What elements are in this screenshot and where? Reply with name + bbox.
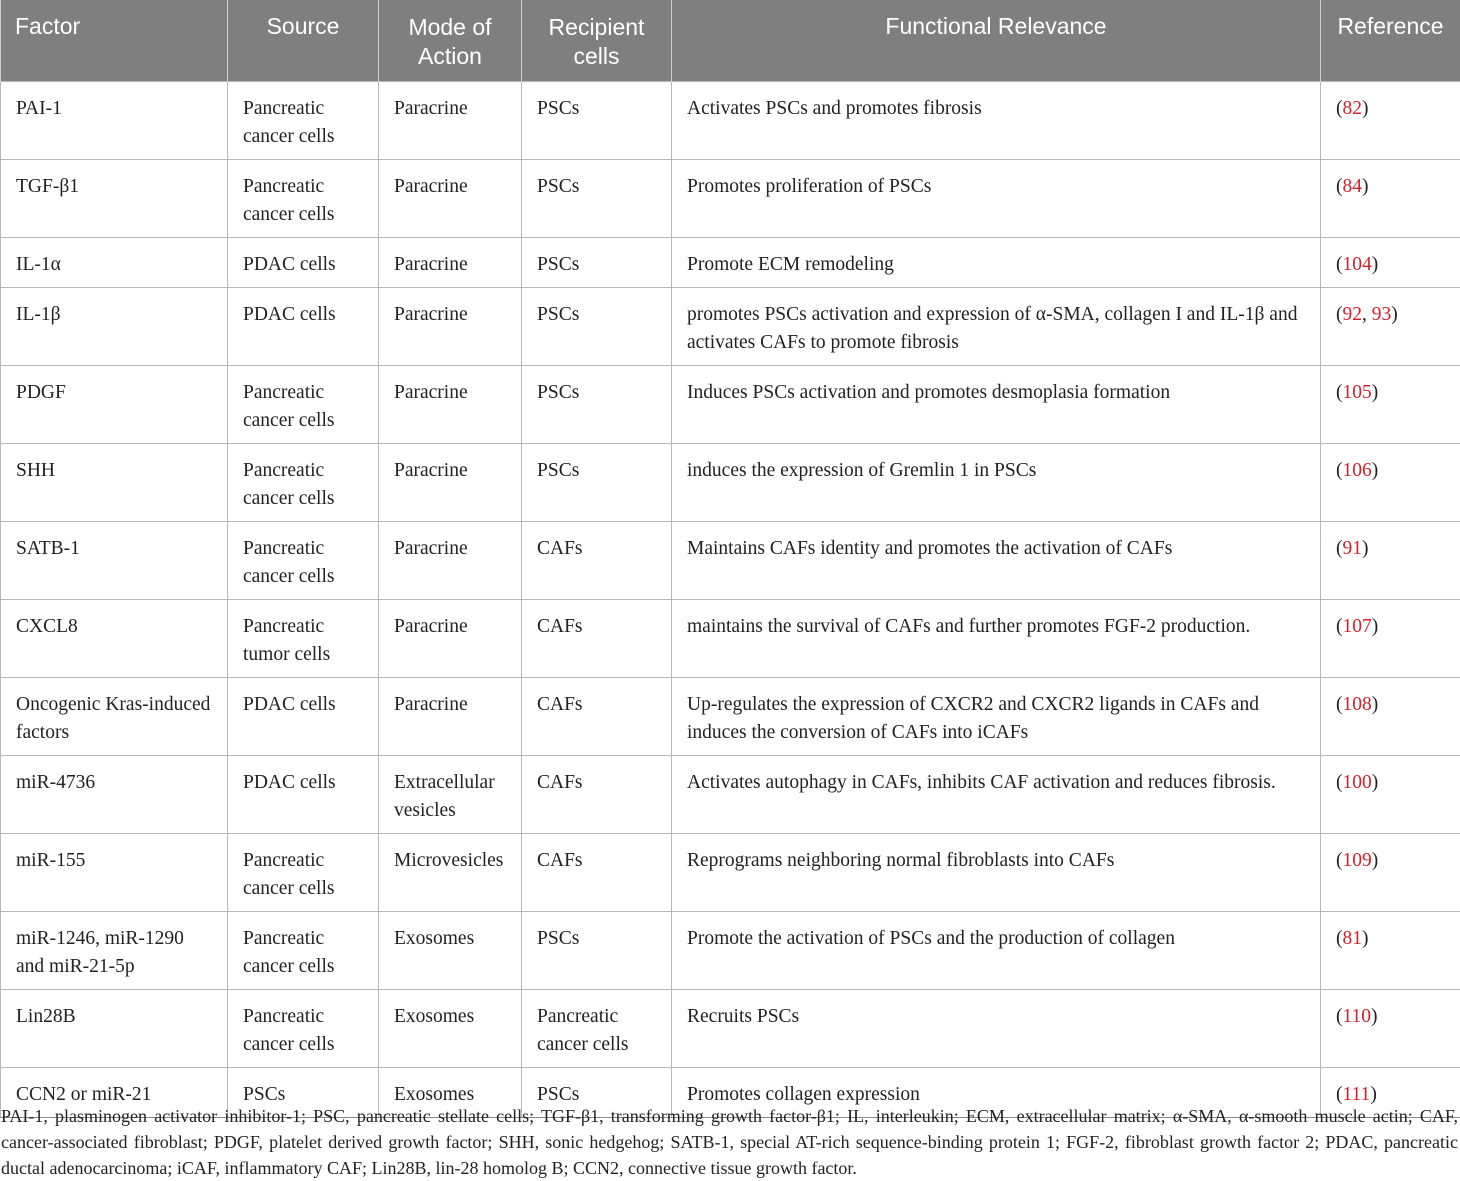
reference-close-paren: ) [1362, 537, 1369, 559]
header-mode-of-action [379, 0, 522, 81]
cell-factor: Lin28B [1, 989, 228, 1067]
reference-open-paren: ( [1336, 381, 1343, 403]
cell-mode-of-action: Exosomes [379, 911, 522, 989]
cell-functional-relevance: Promote ECM remodeling [672, 237, 1321, 287]
table-row [1, 287, 1460, 365]
cell-source: PDAC cells [228, 755, 379, 833]
cell-functional-relevance: maintains the survival of CAFs and further promotes FGF-2 production. [672, 599, 1321, 677]
reference-close-paren: ) [1371, 615, 1379, 637]
cell-recipient-cells: PSCs [522, 1067, 672, 1117]
cell-source: PDAC cells [228, 287, 379, 365]
table-row [1, 989, 1460, 1067]
header-functional-relevance [672, 0, 1321, 81]
cell-reference [1321, 521, 1460, 599]
header-recipient-line1: Recipient [548, 14, 645, 40]
cell-reference [1321, 365, 1460, 443]
table-row [1, 833, 1460, 911]
reference-close-paren: ) [1362, 97, 1369, 119]
table-row [1, 521, 1460, 599]
reference-close-paren: ) [1391, 303, 1398, 325]
cell-source: Pancreatic cancer cells [228, 833, 379, 911]
cell-functional-relevance: Promotes proliferation of PSCs [672, 159, 1321, 237]
reference-link[interactable]: 104 [1342, 253, 1372, 275]
cell-reference [1321, 81, 1460, 159]
cell-recipient-cells: CAFs [522, 599, 672, 677]
cell-mode-of-action: Exosomes [379, 989, 522, 1067]
cell-recipient-cells: Pancreatic cancer cells [522, 989, 672, 1067]
cell-mode-of-action: Paracrine [379, 443, 522, 521]
cell-recipient-cells: PSCs [522, 443, 672, 521]
reference-open-paren: ( [1336, 97, 1343, 119]
reference-open-paren: ( [1336, 303, 1343, 325]
reference-close-paren: ) [1371, 771, 1379, 793]
reference-open-paren: ( [1336, 175, 1343, 197]
reference-link[interactable]: 106 [1342, 459, 1372, 481]
reference-link[interactable]: 105 [1342, 381, 1372, 403]
reference-open-paren: ( [1336, 771, 1343, 793]
reference-close-paren: ) [1362, 927, 1369, 949]
cell-source: Pancreatic cancer cells [228, 989, 379, 1067]
cell-source: Pancreatic cancer cells [228, 159, 379, 237]
reference-open-paren: ( [1336, 537, 1343, 559]
cell-functional-relevance: Up-regulates the expression of CXCR2 and CXCR2 ligands in CAFs and induces the conversion of CAFs into iCAFs [672, 677, 1321, 755]
reference-close-paren: ) [1371, 459, 1379, 481]
cell-reference [1321, 599, 1460, 677]
reference-open-paren: ( [1336, 849, 1343, 871]
cell-source: PSCs [228, 1067, 379, 1117]
header-source [228, 0, 379, 81]
table-row [1, 755, 1460, 833]
cell-reference [1321, 443, 1460, 521]
cell-factor: miR-4736 [1, 755, 228, 833]
cell-factor: SHH [1, 443, 228, 521]
reference-link[interactable]: 109 [1342, 849, 1372, 871]
cell-factor: IL-1α [1, 237, 228, 287]
cell-recipient-cells: CAFs [522, 755, 672, 833]
header-factor-label: Factor [15, 13, 81, 39]
reference-link[interactable]: 84 [1342, 175, 1362, 197]
header-source-label: Source [266, 13, 340, 39]
cell-factor: PDGF [1, 365, 228, 443]
reference-close-paren: ) [1370, 1083, 1377, 1105]
cell-reference [1321, 287, 1460, 365]
cell-mode-of-action: Paracrine [379, 521, 522, 599]
cell-functional-relevance: Maintains CAFs identity and promotes the activation of CAFs [672, 521, 1321, 599]
reference-close-paren: ) [1371, 1005, 1378, 1027]
reference-link[interactable]: 91 [1342, 537, 1362, 559]
reference-close-paren: ) [1371, 693, 1379, 715]
cell-factor: Oncogenic Kras-induced factors [1, 677, 228, 755]
reference-open-paren: ( [1336, 253, 1343, 275]
header-row [1, 0, 1460, 81]
header-recipient-line2: cells [573, 43, 620, 69]
reference-separator: , [1362, 303, 1372, 325]
header-mode-line2: Action [418, 43, 482, 69]
cell-factor: miR-1246, miR-1290 and miR-21-5p [1, 911, 228, 989]
reference-open-paren: ( [1336, 927, 1343, 949]
header-functional-label: Functional Relevance [885, 13, 1107, 39]
cell-source: PDAC cells [228, 677, 379, 755]
cell-functional-relevance: Activates autophagy in CAFs, inhibits CAF activation and reduces fibrosis. [672, 755, 1321, 833]
cell-recipient-cells: PSCs [522, 287, 672, 365]
cell-recipient-cells: PSCs [522, 159, 672, 237]
cell-source: Pancreatic cancer cells [228, 443, 379, 521]
reference-open-paren: ( [1336, 1005, 1343, 1027]
reference-open-paren: ( [1336, 459, 1343, 481]
header-recipient-cells [522, 0, 672, 81]
cell-source: Pancreatic cancer cells [228, 365, 379, 443]
reference-close-paren: ) [1371, 253, 1379, 275]
cell-factor: SATB-1 [1, 521, 228, 599]
cell-mode-of-action: Paracrine [379, 159, 522, 237]
reference-open-paren: ( [1336, 615, 1343, 637]
cell-reference [1321, 911, 1460, 989]
cell-functional-relevance: induces the expression of Gremlin 1 in PSCs [672, 443, 1321, 521]
cell-recipient-cells: CAFs [522, 521, 672, 599]
cell-factor: PAI-1 [1, 81, 228, 159]
table-row [1, 443, 1460, 521]
reference-close-paren: ) [1371, 381, 1379, 403]
cell-functional-relevance: Activates PSCs and promotes fibrosis [672, 81, 1321, 159]
reference-link[interactable]: 82 [1342, 97, 1362, 119]
cell-factor: IL-1β [1, 287, 228, 365]
table-row [1, 677, 1460, 755]
cell-reference [1321, 755, 1460, 833]
table-row [1, 599, 1460, 677]
reference-link[interactable]: 110 [1342, 1005, 1372, 1027]
cell-recipient-cells: PSCs [522, 81, 672, 159]
reference-close-paren: ) [1362, 175, 1369, 197]
reference-link[interactable]: 108 [1342, 693, 1372, 715]
reference-link[interactable]: 100 [1342, 771, 1372, 793]
reference-open-paren: ( [1336, 1083, 1343, 1105]
cell-recipient-cells: CAFs [522, 833, 672, 911]
table-row [1, 159, 1460, 237]
cell-reference [1321, 677, 1460, 755]
reference-open-paren: ( [1336, 693, 1343, 715]
cell-factor: miR-155 [1, 833, 228, 911]
table-row [1, 81, 1460, 159]
cell-functional-relevance: Recruits PSCs [672, 989, 1321, 1067]
cell-mode-of-action: Paracrine [379, 287, 522, 365]
cell-source: Pancreatic cancer cells [228, 81, 379, 159]
cell-factor: CCN2 or miR-21 [1, 1067, 228, 1117]
cell-recipient-cells: PSCs [522, 365, 672, 443]
cell-functional-relevance: Promote the activation of PSCs and the production of collagen [672, 911, 1321, 989]
table-body [1, 81, 1460, 1117]
cell-functional-relevance: promotes PSCs activation and expression of α-SMA, collagen I and IL-1β and activates CAFs to promote fibrosis [672, 287, 1321, 365]
cell-mode-of-action: Microvesicles [379, 833, 522, 911]
table-row [1, 237, 1460, 287]
cell-functional-relevance: Promotes collagen expression [672, 1067, 1321, 1117]
reference-link[interactable]: 93 [1371, 303, 1392, 325]
reference-link[interactable]: 107 [1342, 615, 1372, 637]
cell-recipient-cells: PSCs [522, 911, 672, 989]
cell-mode-of-action: Paracrine [379, 365, 522, 443]
reference-link[interactable]: 111 [1342, 1083, 1371, 1105]
cell-recipient-cells: CAFs [522, 677, 672, 755]
cell-recipient-cells: PSCs [522, 237, 672, 287]
cell-reference [1321, 159, 1460, 237]
cell-source: PDAC cells [228, 237, 379, 287]
cell-mode-of-action: Paracrine [379, 599, 522, 677]
cell-source: Pancreatic cancer cells [228, 911, 379, 989]
header-factor [1, 0, 228, 81]
cell-mode-of-action: Exosomes [379, 1067, 522, 1117]
header-mode-line1: Mode of [408, 14, 492, 40]
header-reference [1321, 0, 1460, 81]
table-row [1, 365, 1460, 443]
cell-reference [1321, 989, 1460, 1067]
cell-functional-relevance: Induces PSCs activation and promotes desmoplasia formation [672, 365, 1321, 443]
header-reference-label: Reference [1337, 13, 1444, 39]
cell-reference [1321, 833, 1460, 911]
reference-link[interactable]: 81 [1342, 927, 1362, 949]
cell-source: Pancreatic cancer cells [228, 521, 379, 599]
table-footnote: PAI-1, plasminogen activator inhibitor-1; PSC, pancreatic stellate cells; TGF-β1, transforming growth factor-β1; IL, interleukin; ECM, extracellular matrix; α-SMA, α-smooth muscle actin; CAF, cancer-associated fibroblast; PDGF, platelet derived growth factor; SHH, sonic hedgehog; SATB-1, special AT-rich sequence-binding protein 1; FGF-2, fibroblast growth factor 2; PDAC, pancreatic ductal adenocarcinoma; iCAF, inflammatory CAF; Lin28B, lin-28 homolog B; CCN2, connective tissue growth factor. [1, 1106, 1458, 1178]
cell-functional-relevance: Reprograms neighboring normal fibroblasts into CAFs [672, 833, 1321, 911]
table-row [1, 911, 1460, 989]
table-header [1, 0, 1460, 81]
cell-source: Pancreatic tumor cells [228, 599, 379, 677]
cell-mode-of-action: Paracrine [379, 81, 522, 159]
reference-close-paren: ) [1371, 849, 1379, 871]
cell-factor: TGF-β1 [1, 159, 228, 237]
cell-mode-of-action: Extracellular vesicles [379, 755, 522, 833]
cell-factor: CXCL8 [1, 599, 228, 677]
cell-reference [1321, 237, 1460, 287]
cell-mode-of-action: Paracrine [379, 237, 522, 287]
cell-mode-of-action: Paracrine [379, 677, 522, 755]
reference-link[interactable]: 92 [1342, 303, 1362, 325]
